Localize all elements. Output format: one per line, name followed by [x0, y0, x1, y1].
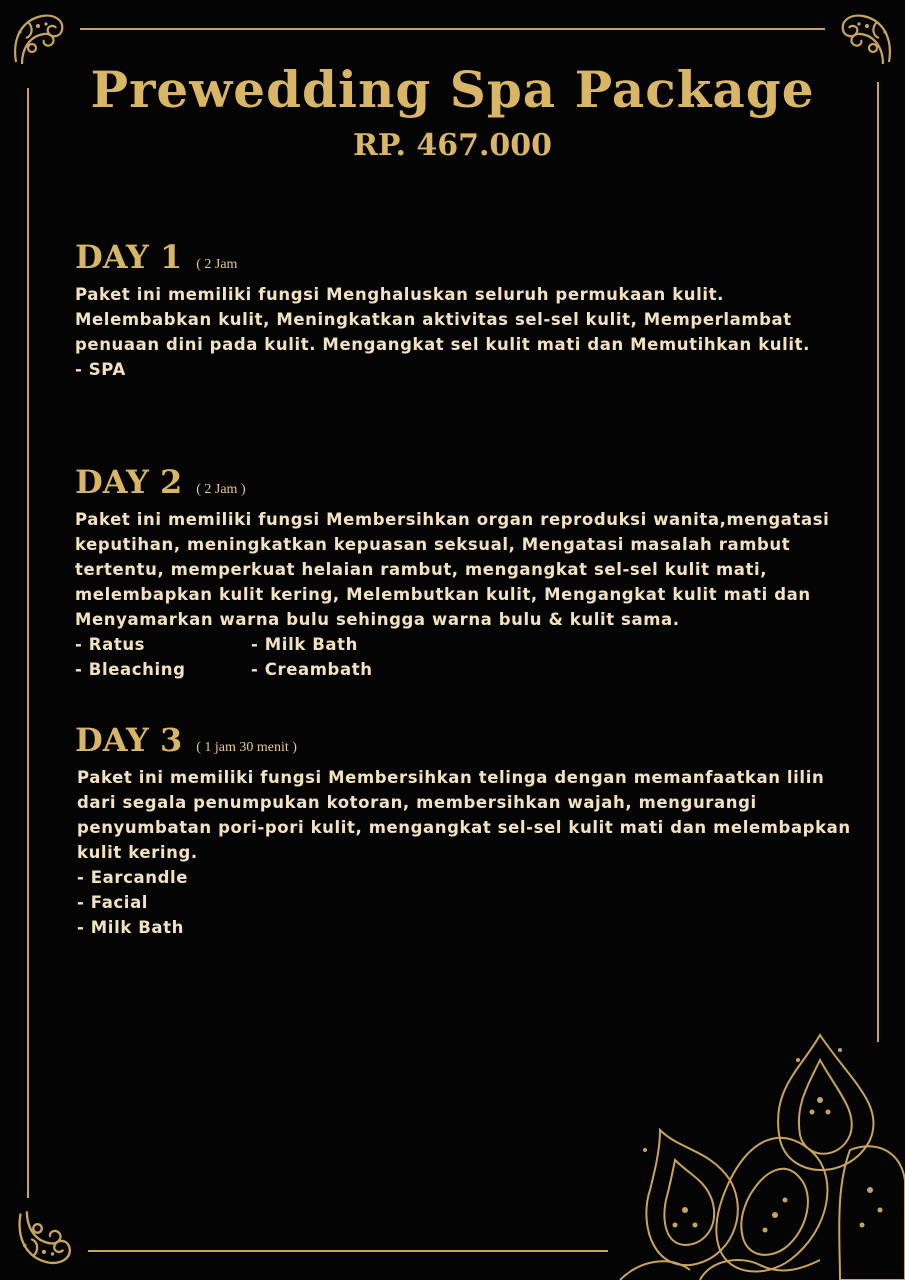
frame-left-line: [27, 88, 29, 1198]
day-description: Paket ini memiliki fungsi Membersihkan telinga dengan memanfaatkan lilin dari segala penumpukan kotoran, membersihkan wajah, mengurangi penyumbatan pori-pori kulit, mengangkat sel-sel kulit mati dan melembapkan kulit kering.: [77, 768, 851, 862]
day-title: DAY 3: [75, 721, 183, 759]
day-description: Paket ini memiliki fungsi Membersihkan organ reproduksi wanita,mengatasi keputihan, meningkatkan kepuasan seksual, Mengatasi masalah rambut tertentu, memperkuat helaian rambut, mengangkat sel-sel kulit mati, melembapkan kulit kering, Melembutkan kulit, Mengangkat kulit mati dan Menyamarkan warna bulu sehingga warna bulu & kulit sama.: [75, 510, 830, 629]
page-title: Prewedding Spa Package: [90, 60, 815, 119]
package-price: RP. 467.000: [352, 128, 553, 163]
day-duration: ( 2 Jam ): [196, 482, 246, 497]
treatment-item: - Ratus: [75, 635, 146, 654]
frame-bottom-line: [88, 1250, 608, 1252]
frame-top-line: [80, 28, 825, 30]
treatment-item: - Milk Bath: [251, 635, 358, 654]
mandala-ornament-icon: [600, 1030, 905, 1280]
treatment-item: - Creambath: [251, 660, 373, 679]
day-2-section: [75, 463, 865, 682]
day-title: DAY 1: [75, 238, 183, 276]
treatment-item: - Bleaching: [75, 660, 186, 679]
day-description: Paket ini memiliki fungsi Menghaluskan seluruh permukaan kulit. Melembabkan kulit, Meningkatkan aktivitas sel-sel kulit, Memperlambat penuaan dini pada kulit. Mengangkat sel kulit mati dan Memutihkan kulit.: [75, 285, 810, 354]
treatment-item: - Earcandle: [77, 868, 189, 887]
day-title: DAY 2: [75, 463, 183, 501]
frame-right-line: [877, 82, 879, 1042]
treatment-item: - SPA: [75, 360, 126, 379]
day-3-section: [75, 721, 865, 940]
day-duration: ( 1 jam 30 menit ): [196, 740, 297, 755]
corner-flourish-icon: [12, 1205, 78, 1271]
treatment-item: - Facial: [77, 893, 149, 912]
treatment-item: - Milk Bath: [77, 918, 184, 937]
day-1-section: [75, 238, 865, 382]
day-duration: ( 2 Jam: [196, 257, 238, 272]
